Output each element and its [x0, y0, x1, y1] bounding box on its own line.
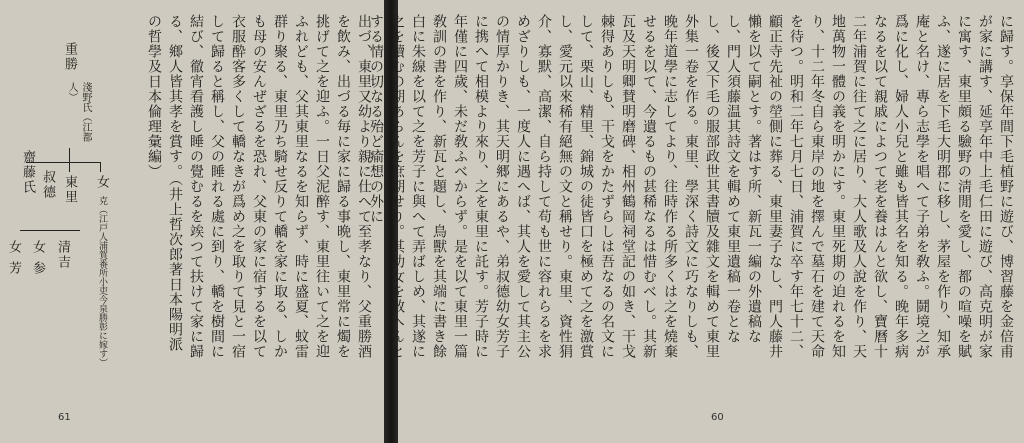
genealogy-line	[69, 148, 70, 162]
genealogy-line	[20, 230, 80, 231]
page-number: 60	[711, 412, 724, 423]
right-page	[368, 0, 1024, 443]
genealogy-chart	[0, 0, 108, 443]
left-body-paragraph: 出づ、東里又幼より親に仕へて至孝なり、父重勝酒を飲み、出づる毎に家に歸る事晩し、東里常に燭を挑げて之を迎ふ。一日父泥醉す、東里往いて之を迎ふれども、父其東里なるを知らず、時に盛夏、蚊雷群り聚る、東里乃ち騎せ反りて轎を家に取る、しかも母の安んぜざるを恐れ、父東の家に宿するを以て衣服酔客多くして轎なきが爲め之を取りて見と一宿して歸ると稱し、父の睡れる處に到り、轎を樹間に結び、徹宵看護し睡の覺むるを竢つて扶けて家に歸る、鄉人皆其孝を賞す。（井上哲次郎著日本陽明派の哲學及日本倫理彙編）	[146, 14, 372, 359]
genealogy-daughter-note: 克（江戸人浦賀番所小吏今泉勝彰に嫁す）	[97, 196, 107, 367]
genealogy-line	[26, 162, 100, 163]
genealogy-child: 女 参	[30, 240, 45, 277]
genealogy-wife: 淺野氏（江都人）	[66, 82, 91, 142]
genealogy-son-wife: 齋藤氏	[20, 150, 35, 195]
genealogy-son-wife-line: 叔德	[40, 170, 55, 200]
genealogy-son: 東里	[62, 175, 77, 205]
genealogy-line	[69, 162, 70, 172]
genealogy-head: 重勝	[62, 42, 77, 72]
genealogy-line	[100, 162, 101, 172]
left-page-body-text	[108, 14, 374, 366]
genealogy-child: 女 芳	[6, 240, 21, 277]
left-page	[0, 0, 384, 443]
genealogy-child: 清吉	[55, 240, 70, 270]
page-number: 61	[58, 412, 71, 423]
right-page-body-text	[368, 14, 1016, 366]
genealogy-daughter: 女	[94, 175, 109, 190]
right-body-paragraph: に歸す。享保年間下毛植野に遊び、博習藤を金倍甫が家に講す、延享年中上毛仁田に遊び、高克明が家に寓す、東里頗る驗野の淸閒を愛し、都の喧噪を賦ふ、遂に居を下毛大明郡に移し、茅屋を作り、知承庵と名け、專ら志學を唱へて子弟を敎ふ。鬪境之が爲に化し、婦人小兒と雖も皆其名を知る。晚年多病なるを以て親戚によつて老を養はんと欲し、寶曆十二年浦賀に往て之に居り、大人歌及人說を作り、天地萬物一體の義を明かにす。東里死期の迫れるを知り、十二年冬自ら東岸の地を擇んで墓石を建て天命を待つ。明和二年七月七日、浦賀に卒す年七十二、顧正寺先祉の塋側に葬る、東里妻子なし、門人藤井懶を以て嗣とす。著はす所、新瓦一編の外遺稿なし、門人須藤温其詩文を輯めて東里遺稿一卷となし、後又下毛の服部政世其書牘及雜文を輯めて東里外集一卷を作る。東里、學深く詩文に巧なりしも、晚年道學に志してより、往時作る所多くは之を燒棄せるを以て、今遺るもの甚稀なるは惜むべし。其新瓦及天明卿賛明磨碑、相州鶴岡祠堂記の如き、干戈棘得ありしも、干戈をかたずらしは吾なるの名文にして、栗山、精里、錦城の徒皆口を極めて之を激賞し、愛元以來稀有絕無の文と稱せり。東里、資性狷介、寡默、高潔、自ら持して苟も世に容れらるを求めざりしも、一度人に遇へば、其人を愛して其主公の情厚かりき、其天明郷にあるや、弟叔德幼女芳子に携へて相模より來り、之を東里に託す。芳子時に年僅に四歲、未だ敎ふべからず。是を以て東里一篇敎訓の書を作り、新瓦と題し、鳥獸を其端に書き餘白に朱線を以て之を芳子に與へて弄ばしめ、其遂に之を讀むの期あらんを庶期せり。其幼女を敎へんとする情の切なる殆ど瘉想の外に	[368, 14, 1014, 359]
